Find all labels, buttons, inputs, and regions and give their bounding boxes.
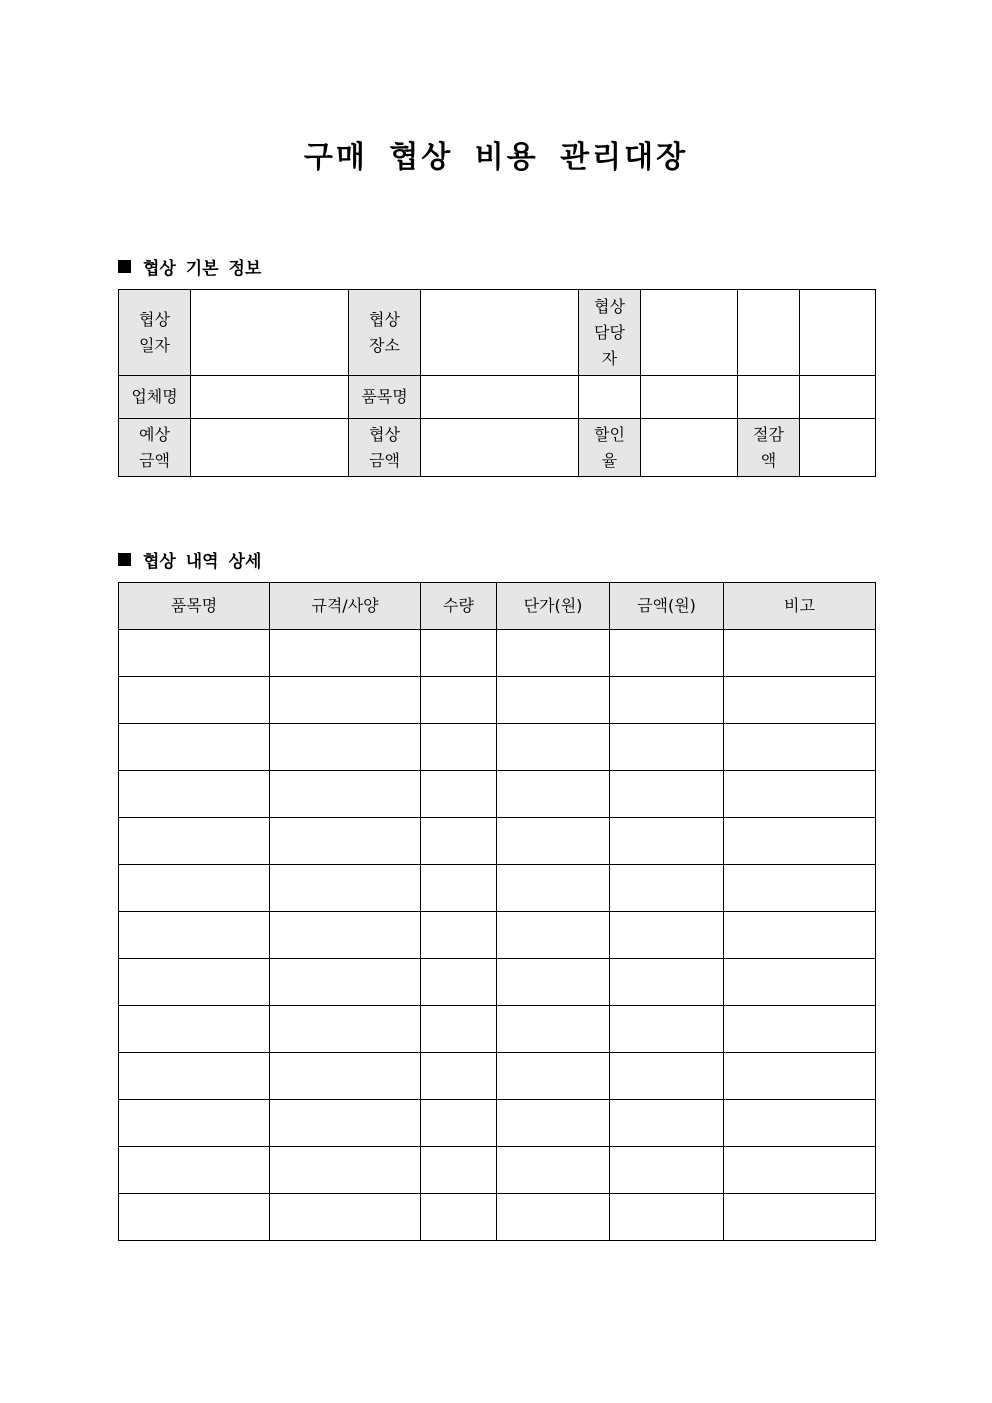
table-cell[interactable] xyxy=(270,677,421,724)
table-cell[interactable] xyxy=(270,1100,421,1147)
table-cell[interactable] xyxy=(119,865,270,912)
empty-cell[interactable] xyxy=(800,290,876,376)
column-header-remarks: 비고 xyxy=(724,583,876,630)
table-row xyxy=(119,959,876,1006)
value-savings[interactable] xyxy=(800,419,876,477)
table-row xyxy=(119,677,876,724)
table-cell[interactable] xyxy=(610,1053,724,1100)
table-row xyxy=(119,724,876,771)
table-cell[interactable] xyxy=(497,1053,610,1100)
table-cell[interactable] xyxy=(119,959,270,1006)
table-cell[interactable] xyxy=(497,1006,610,1053)
empty-cell[interactable] xyxy=(579,376,641,419)
table-cell[interactable] xyxy=(497,724,610,771)
value-discount-rate[interactable] xyxy=(641,419,738,477)
table-row xyxy=(119,912,876,959)
column-header-unit-price: 단가(원) xyxy=(497,583,610,630)
table-cell[interactable] xyxy=(497,677,610,724)
table-cell[interactable] xyxy=(119,1100,270,1147)
table-cell[interactable] xyxy=(724,771,876,818)
table-row xyxy=(119,771,876,818)
table-cell[interactable] xyxy=(270,818,421,865)
value-item-name[interactable] xyxy=(421,376,579,419)
table-cell[interactable] xyxy=(421,865,497,912)
table-row xyxy=(119,1100,876,1147)
table-cell[interactable] xyxy=(497,1194,610,1241)
table-cell[interactable] xyxy=(119,1194,270,1241)
table-row xyxy=(119,1194,876,1241)
table-row xyxy=(119,818,876,865)
table-cell[interactable] xyxy=(497,818,610,865)
table-cell[interactable] xyxy=(610,677,724,724)
empty-cell[interactable] xyxy=(738,376,800,419)
column-header-item: 품목명 xyxy=(119,583,270,630)
value-negotiated-amount[interactable] xyxy=(421,419,579,477)
column-header-spec: 규격/사양 xyxy=(270,583,421,630)
table-cell[interactable] xyxy=(724,677,876,724)
table-cell[interactable] xyxy=(610,1194,724,1241)
label-negotiated-amount: 협상 금액 xyxy=(349,419,421,477)
table-cell[interactable] xyxy=(497,771,610,818)
table-cell[interactable] xyxy=(724,1053,876,1100)
column-header-quantity: 수량 xyxy=(421,583,497,630)
table-row xyxy=(119,1053,876,1100)
table-cell[interactable] xyxy=(119,677,270,724)
section-heading-detail xyxy=(118,547,261,572)
table-cell[interactable] xyxy=(724,1006,876,1053)
table-cell[interactable] xyxy=(421,630,497,677)
table-cell[interactable] xyxy=(421,724,497,771)
page-title: 구매 협상 비용 관리대장 xyxy=(303,140,689,175)
value-negotiation-date[interactable] xyxy=(191,290,349,376)
label-savings: 절감 액 xyxy=(738,419,800,477)
label-item-name: 품목명 xyxy=(349,376,421,419)
section-heading-basic-info xyxy=(118,254,261,279)
empty-cell[interactable] xyxy=(800,376,876,419)
table-cell[interactable] xyxy=(724,818,876,865)
table-cell[interactable] xyxy=(610,1100,724,1147)
table-cell[interactable] xyxy=(724,959,876,1006)
table-cell[interactable] xyxy=(724,1147,876,1194)
table-cell[interactable] xyxy=(610,630,724,677)
column-header-amount: 금액(원) xyxy=(610,583,724,630)
table-cell[interactable] xyxy=(270,630,421,677)
table-cell[interactable] xyxy=(724,1194,876,1241)
table-cell[interactable] xyxy=(270,1006,421,1053)
table-cell[interactable] xyxy=(610,771,724,818)
table-cell[interactable] xyxy=(421,1053,497,1100)
value-negotiation-manager[interactable] xyxy=(641,290,738,376)
table-cell[interactable] xyxy=(421,912,497,959)
empty-cell[interactable] xyxy=(738,290,800,376)
table-cell[interactable] xyxy=(119,724,270,771)
table-cell[interactable] xyxy=(724,630,876,677)
table-cell[interactable] xyxy=(610,865,724,912)
table-cell[interactable] xyxy=(119,630,270,677)
table-cell[interactable] xyxy=(610,818,724,865)
label-negotiation-date: 협상 일자 xyxy=(119,290,191,376)
table-cell[interactable] xyxy=(119,912,270,959)
table-cell[interactable] xyxy=(610,959,724,1006)
table-cell[interactable] xyxy=(119,1053,270,1100)
table-cell[interactable] xyxy=(270,724,421,771)
table-cell[interactable] xyxy=(421,1147,497,1194)
table-cell[interactable] xyxy=(421,1006,497,1053)
table-row xyxy=(119,1006,876,1053)
table-cell[interactable] xyxy=(497,630,610,677)
table-cell[interactable] xyxy=(497,959,610,1006)
table-cell[interactable] xyxy=(270,865,421,912)
table-cell[interactable] xyxy=(724,912,876,959)
table-cell[interactable] xyxy=(421,677,497,724)
value-expected-amount[interactable] xyxy=(191,419,349,477)
table-cell[interactable] xyxy=(119,818,270,865)
table-cell[interactable] xyxy=(119,1147,270,1194)
table-cell[interactable] xyxy=(724,724,876,771)
table-cell[interactable] xyxy=(270,959,421,1006)
label-vendor-name: 업체명 xyxy=(119,376,191,419)
label-negotiation-manager: 협상 담당 자 xyxy=(579,290,641,376)
table-cell[interactable] xyxy=(497,865,610,912)
table-cell[interactable] xyxy=(724,865,876,912)
table-cell[interactable] xyxy=(421,959,497,1006)
table-cell[interactable] xyxy=(421,771,497,818)
table-row xyxy=(119,630,876,677)
empty-cell[interactable] xyxy=(641,376,738,419)
label-discount-rate: 할인 율 xyxy=(579,419,641,477)
section-heading-label: 협상 내역 상세 xyxy=(143,552,262,572)
table-cell[interactable] xyxy=(421,1194,497,1241)
table-cell[interactable] xyxy=(497,1100,610,1147)
table-row xyxy=(119,1147,876,1194)
table-cell[interactable] xyxy=(270,1194,421,1241)
square-bullet-icon xyxy=(118,553,131,566)
table-cell[interactable] xyxy=(497,1147,610,1194)
table-cell[interactable] xyxy=(270,912,421,959)
table-cell[interactable] xyxy=(497,912,610,959)
table-cell[interactable] xyxy=(421,818,497,865)
basic-info-table xyxy=(118,289,876,477)
square-bullet-icon xyxy=(118,260,131,273)
value-negotiation-place[interactable] xyxy=(421,290,579,376)
table-cell[interactable] xyxy=(270,1053,421,1100)
table-cell[interactable] xyxy=(119,771,270,818)
table-cell[interactable] xyxy=(270,1147,421,1194)
section-heading-label: 협상 기본 정보 xyxy=(143,259,262,279)
table-cell[interactable] xyxy=(610,1147,724,1194)
negotiation-detail-table xyxy=(118,582,876,1241)
table-cell[interactable] xyxy=(610,724,724,771)
value-vendor-name[interactable] xyxy=(191,376,349,419)
table-cell[interactable] xyxy=(421,1100,497,1147)
detail-table-body xyxy=(119,630,876,1241)
label-negotiation-place: 협상 장소 xyxy=(349,290,421,376)
table-row xyxy=(119,865,876,912)
table-cell[interactable] xyxy=(724,1100,876,1147)
table-cell[interactable] xyxy=(610,1006,724,1053)
table-cell[interactable] xyxy=(610,912,724,959)
table-cell[interactable] xyxy=(119,1006,270,1053)
label-expected-amount: 예상 금액 xyxy=(119,419,191,477)
table-cell[interactable] xyxy=(270,771,421,818)
